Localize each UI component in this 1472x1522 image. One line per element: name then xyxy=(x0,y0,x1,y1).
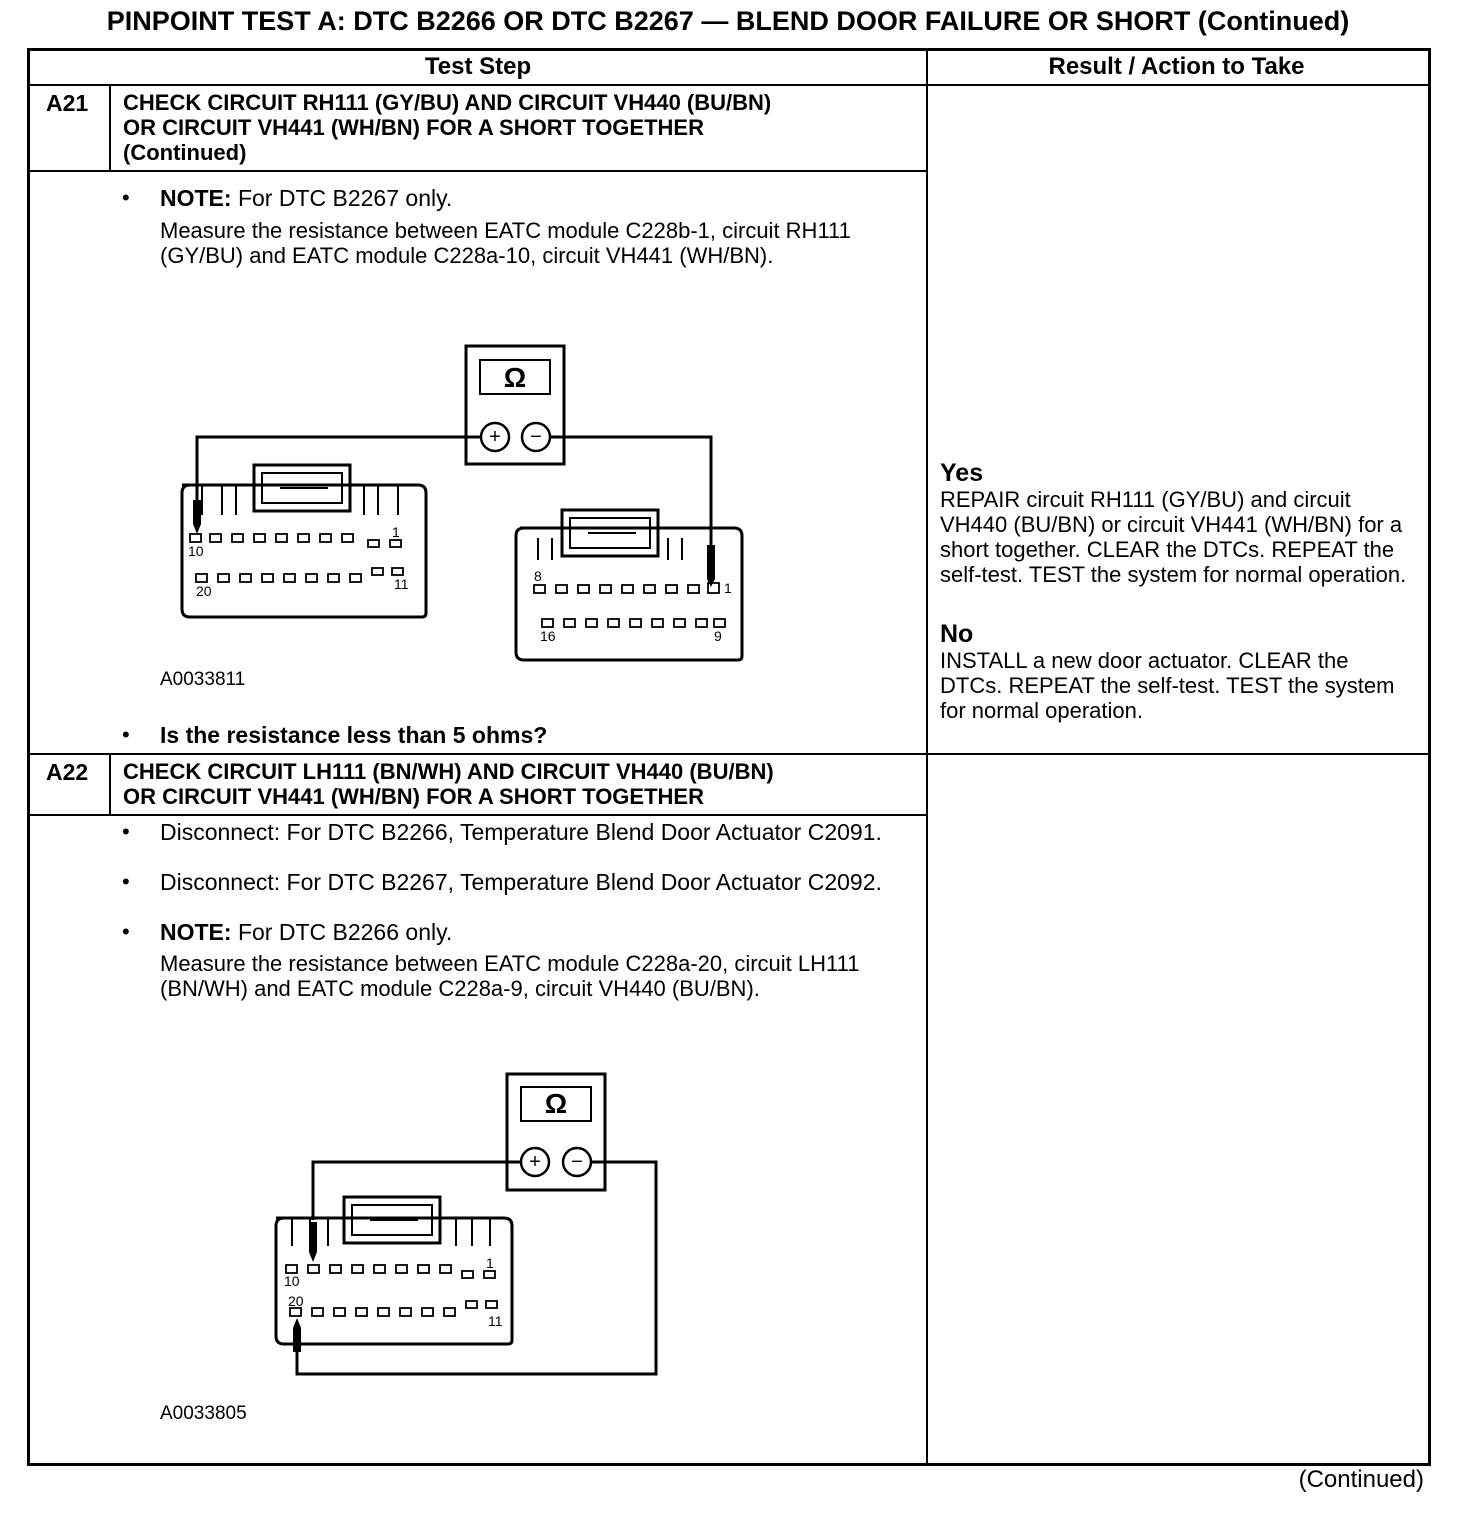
step-title-rule xyxy=(27,814,927,816)
plus-label: + xyxy=(489,426,501,448)
continued-footer: (Continued) xyxy=(1298,1466,1424,1493)
pin-label: 10 xyxy=(284,1273,300,1289)
probe-tip xyxy=(193,500,201,534)
note-text: For DTC B2266 only. xyxy=(231,919,453,945)
column-header-result: Result / Action to Take xyxy=(1048,53,1305,80)
pin-label: 11 xyxy=(394,576,409,592)
column-divider xyxy=(926,48,928,1463)
result-yes-label: Yes xyxy=(940,459,984,487)
ohm-symbol: Ω xyxy=(503,362,527,393)
step-id: A21 xyxy=(46,90,89,116)
bullet-dot: • xyxy=(122,185,130,210)
note-line xyxy=(160,186,900,211)
disconnect-instruction: Disconnect: For DTC B2267, Temperature Blend Door Actuator C2092. xyxy=(160,869,882,895)
step-title: CHECK CIRCUIT RH111 (GY/BU) AND CIRCUIT VH440 (BU/BN) OR CIRCUIT VH441 (WH/BN) FOR A SHORT TOGETHER (Continued) xyxy=(123,90,772,165)
test-question: Is the resistance less than 5 ohms? xyxy=(160,722,548,748)
probe-tip xyxy=(309,1222,317,1262)
note-label: NOTE: xyxy=(160,185,232,211)
bullet-dot: • xyxy=(122,919,130,944)
note-line xyxy=(160,920,900,945)
step-title-rule xyxy=(27,170,927,172)
note-text: For DTC B2267 only. xyxy=(231,185,453,211)
figure-id: A0033811 xyxy=(160,669,246,690)
plus-label: + xyxy=(529,1151,541,1173)
wiring-diagram-a21 xyxy=(150,330,770,680)
column-header-test-step: Test Step xyxy=(424,53,532,80)
pin-label: 1 xyxy=(724,580,732,596)
figure-id: A0033805 xyxy=(160,1403,247,1424)
result-no-label: No xyxy=(940,620,974,648)
minus-label: − xyxy=(530,426,542,448)
step-id-divider xyxy=(109,84,111,171)
step-id-divider xyxy=(109,753,111,815)
bullet-dot: • xyxy=(122,869,130,894)
pin-label: 11 xyxy=(488,1313,503,1329)
measure-instruction: Measure the resistance between EATC module C228a-20, circuit LH111 (BN/WH) and EATC module C228a-9, circuit VH440 (BU/BN). xyxy=(160,951,860,1001)
probe-tip xyxy=(707,545,715,587)
pin-label: 1 xyxy=(392,524,400,540)
step-title: CHECK CIRCUIT LH111 (BN/WH) AND CIRCUIT VH440 (BU/BN) OR CIRCUIT VH441 (WH/BN) FOR A SHORT TOGETHER xyxy=(123,759,774,809)
bullet-dot: • xyxy=(122,722,130,747)
bullet-dot: • xyxy=(122,819,130,844)
disconnect-instruction: Disconnect: For DTC B2266, Temperature Blend Door Actuator C2091. xyxy=(160,819,882,845)
pin-label: 1 xyxy=(486,1255,494,1271)
pin-label: 8 xyxy=(534,568,542,584)
pin-label: 20 xyxy=(288,1293,304,1309)
result-no-text: INSTALL a new door actuator. CLEAR the DTCs. REPEAT the self-test. TEST the system for normal operation. xyxy=(940,648,1395,723)
header-rule xyxy=(27,84,1428,86)
pin-label: 9 xyxy=(714,628,722,644)
step-rule xyxy=(27,753,1428,755)
pin-label: 10 xyxy=(188,543,204,559)
pin-label: 16 xyxy=(540,628,556,644)
ohm-symbol: Ω xyxy=(544,1088,568,1119)
probe-tip xyxy=(293,1318,301,1352)
pin-label: 20 xyxy=(196,583,212,599)
page-title: PINPOINT TEST A: DTC B2266 OR DTC B2267 — BLEND DOOR FAILURE OR SHORT (Continued) xyxy=(106,6,1350,36)
step-id: A22 xyxy=(46,759,89,785)
result-yes-text: REPAIR circuit RH111 (GY/BU) and circuit VH440 (BU/BN) or circuit VH441 (WH/BN) for a short together. CLEAR the DTCs. REPEAT the self-test. TEST the system for normal operation. xyxy=(940,487,1407,587)
connector-c228a xyxy=(182,485,426,617)
measure-instruction: Measure the resistance between EATC module C228b-1, circuit RH111 (GY/BU) and EATC module C228a-10, circuit VH441 (WH/BN). xyxy=(160,218,851,268)
wiring-diagram-a22 xyxy=(250,1060,680,1390)
minus-label: − xyxy=(571,1151,583,1173)
note-label: NOTE: xyxy=(160,919,232,945)
